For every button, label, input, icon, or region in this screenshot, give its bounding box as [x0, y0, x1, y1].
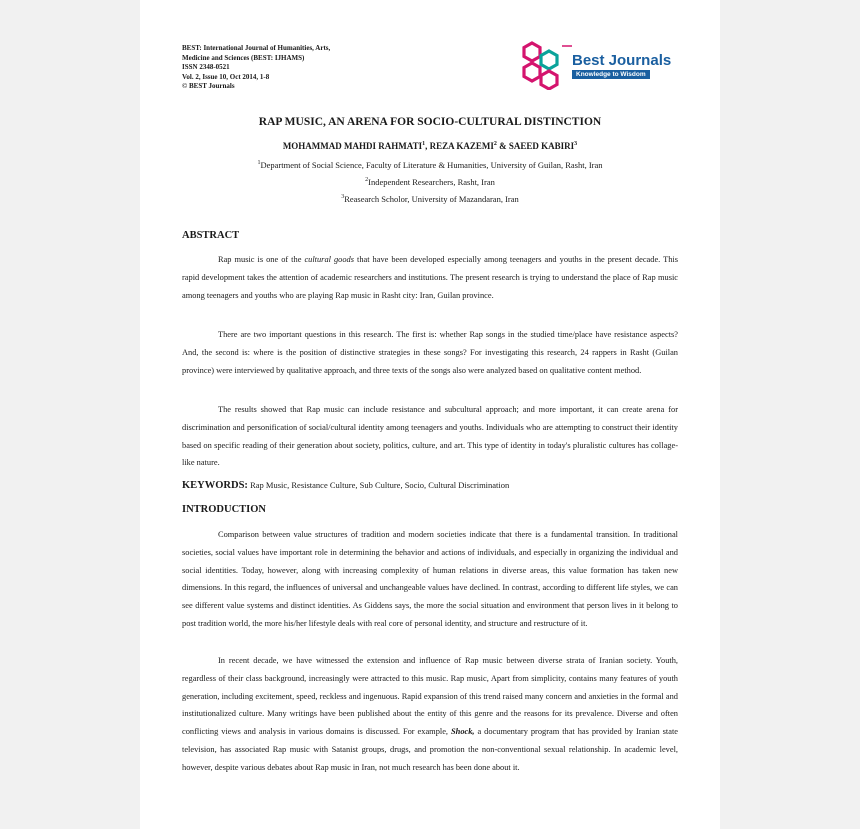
volume-line: Vol. 2, Issue 10, Oct 2014, 1-8	[182, 72, 270, 81]
keywords-text: Rap Music, Resistance Culture, Sub Culture, Socio, Cultural Discrimination	[250, 480, 510, 490]
affiliation-3: $^3$Reasearch Scholor, University of Mazandaran, Iran	[341, 194, 519, 204]
abstract-paragraph-1: Rap music is one of the cultural goods that have been developed especially among teenagers and youths in the present decade. This rapid development takes the attention of academic researchers and institutions. The present research is trying to understand the place of Rap music among teenagers and youths who are playing Rap music in Rasht city: Iran, Guilan province.	[182, 255, 679, 300]
hexagon-logo-icon	[518, 40, 572, 90]
paper-page	[140, 0, 720, 829]
author-line: MOHAMMAD MAHDI RAHMATI$^1$, REZA KAZEMI$^2$ & SAEED KABIRI$^3$	[282, 141, 578, 151]
author-name: MOHAMMAD MAHDI RAHMATI	[282, 141, 423, 151]
logo-tagline: Knowledge to Wisdom	[572, 70, 650, 79]
keywords-line	[182, 480, 509, 491]
abstract-paragraph-2: There are two important questions in this research. The first is: whether Rap songs in the studied time/place have resistance aspects? And, the second is: where is the position of distinctive strategies in these songs? For investigating this research, 24 rappers in Rasht (Guilan province) were interviewed by qualitative approach, and three texts of the songs also were analyzed based on qualitative content method.	[182, 330, 678, 375]
introduction-paragraph-1: Comparison between value structures of tradition and modern societies indicate that there is a fundamental transition. In traditional societies, social values have important role in determining the behavior and actions of individuals, and especially in organizing the individual and social identities. Today, however, along with increasing complexity of human relations in diverse areas, this value formation has taken new dimensions. In this regard, the influences of universal and unchangeable values have declined. In contrast, according to different life styles, we can see different value systems and distinct identities. As Giddens says, the more the social situation and environment that person lives in it belong to post tradition world, the more his/her lifestyle deals with real core of personal identity, and structure and restructure of it.	[182, 530, 678, 628]
copyright-line: © BEST Journals	[182, 82, 235, 91]
best-journals-logo	[518, 40, 676, 90]
abstract-heading: ABSTRACT	[182, 230, 240, 241]
introduction-paragraph-2: In recent decade, we have witnessed the extension and influence of Rap music between diverse strata of Iranian society. Youth, regardless of their class background, increasingly were attracted to this music. Rap music, Apart from simplicity, contains many features of youth generation, including excitement, speed, reckless and ingenuous. Rapid expansion of this trend raised many concern and anxieties in the formal and institutionalized culture. Many writings have been published about the entity of this genre and the reasons for its prevalence. Diverse and often conflicting views and analysis in various domains is discussed. For example, Shock, a documentary program that has provided by Iranian state television, has associated Rap music with Satanist groups, drugs, and promotion the non-conventional sexual relationship. In academic level, however, despite various debates about Rap music in Iran, not much research has been done about it.	[182, 656, 678, 772]
issn-line: ISSN 2348-0521	[182, 63, 230, 72]
author-sup: 1	[422, 141, 426, 147]
paper-title: RAP MUSIC, AN ARENA FOR SOCIO-CULTURAL DISTINCTION	[258, 116, 602, 128]
journal-name-line: BEST: International Journal of Humanities, Arts,	[182, 44, 331, 52]
author-sup: 2	[493, 141, 497, 147]
affiliation-2: $^2$Independent Researchers, Rasht, Iran	[365, 177, 495, 187]
logo-brand-text: Best Journals	[572, 52, 672, 69]
introduction-heading: INTRODUCTION	[182, 504, 267, 515]
author-sup: 3	[574, 141, 578, 147]
author-name: SAEED KABIRI	[508, 141, 575, 151]
journal-subtitle-line: Medicine and Sciences (BEST: IJHAMS)	[182, 53, 305, 62]
keywords-label: KEYWORDS:	[182, 480, 248, 491]
journal-header	[182, 44, 422, 92]
abstract-paragraph-3: The results showed that Rap music can include resistance and subcultural approach; and more important, it can create arena for discrimination and personification of social/cultural identity among teenagers and youths. Individuals who are attempting to construct their identity based on specific reading of their generation about society, politics, culture, and art. This type of identity in today's pluralistic cultures has collage- like nature.	[182, 405, 678, 468]
author-name: REZA KAZEMI	[429, 141, 494, 151]
affiliation-1: $^1$Department of Social Science, Faculty of Literature & Humanities, University of Guilan, Rasht, Iran	[257, 160, 603, 170]
